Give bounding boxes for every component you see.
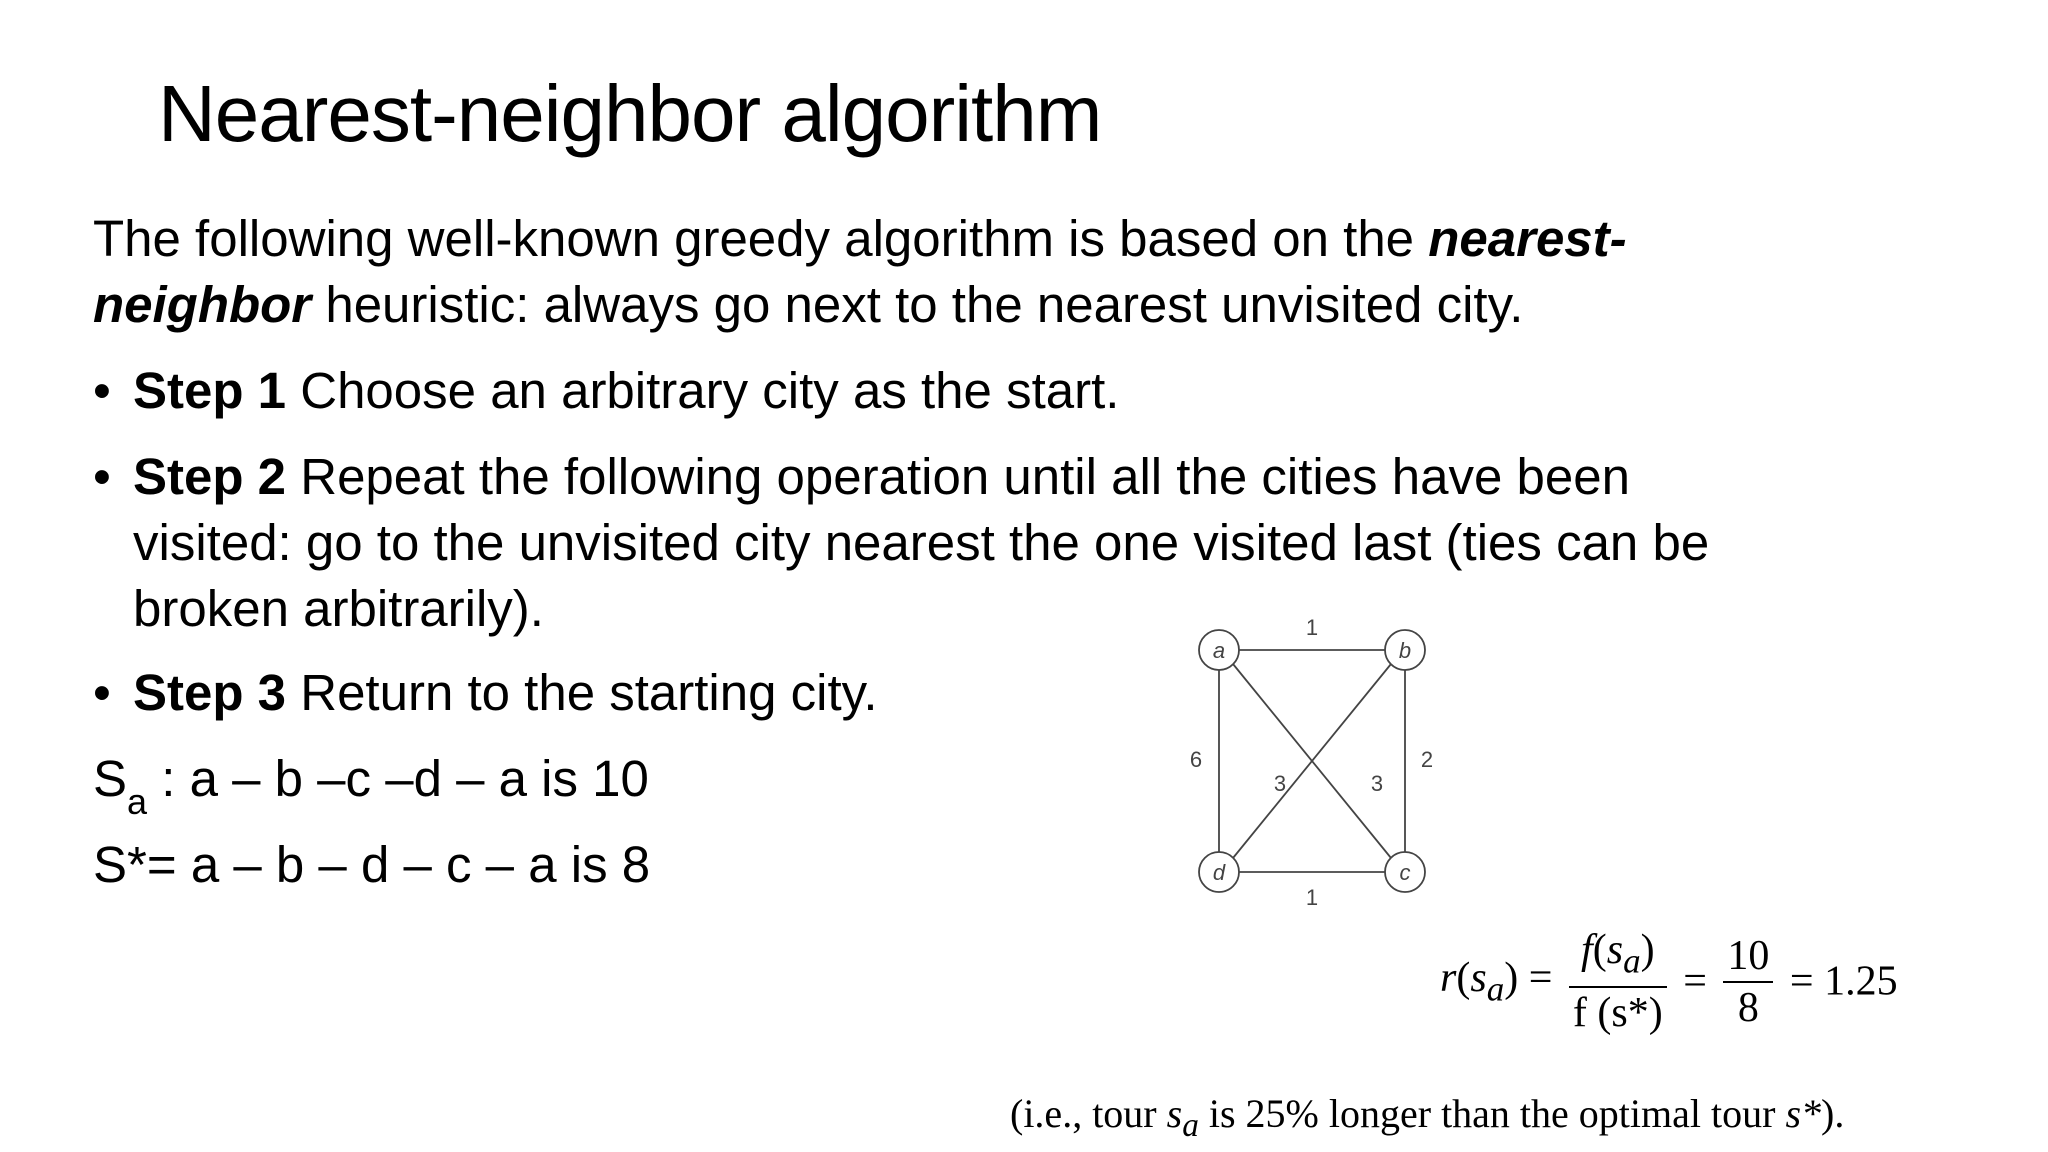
step-3-text: Return to the starting city.: [300, 664, 878, 721]
formula-lhs: $r(s_a)$ =: [1440, 955, 1553, 1009]
intro-emphasis: nearest-: [1428, 210, 1627, 267]
fraction-values-denominator: 8: [1737, 984, 1759, 1031]
ratio-formula: [1440, 925, 1898, 1038]
intro-emphasis-cont: neighbor: [93, 276, 312, 333]
step-2-label: Step 2: [133, 448, 287, 505]
step-1-text: Choose an arbitrary city as the start.: [300, 362, 1120, 419]
bullet-dot: •: [93, 362, 111, 419]
slide-title: Nearest-neighbor algorithm: [158, 69, 1102, 158]
fraction-ratio-numerator: $f(s_a)$: [1569, 925, 1667, 988]
fraction-ratio: [1569, 925, 1667, 1038]
weight-c-d: 1: [1305, 885, 1319, 910]
intro-line-1: The following well-known greedy algorithm is based on the nearest-: [93, 210, 1627, 267]
weight-a-b: 1: [1305, 615, 1319, 640]
formula-result: = 1.25: [1789, 958, 1898, 1005]
weight-a-c: 3: [1273, 771, 1287, 796]
fraction-values-numerator: 10: [1723, 931, 1773, 983]
weight-b-d: 3: [1370, 771, 1384, 796]
node-b-label: b: [1398, 638, 1412, 663]
intro-line-2: neighbor heuristic: always go next to the nearest unvisited city.: [93, 276, 1524, 333]
node-c-label: c: [1399, 860, 1411, 885]
fraction-ratio-denominator: f (s*): [1572, 990, 1663, 1037]
ratio-note: (i.e., tour $s_a$ is 25% longer than the optimal tour s*).: [1010, 1091, 1845, 1144]
tour-optimal: S*= a – b – d – c – a is 8: [93, 836, 651, 893]
node-d-label: d: [1212, 860, 1226, 885]
bullet-dot: •: [93, 664, 111, 721]
node-a-label: a: [1212, 638, 1226, 663]
step-2-text-line-3: broken arbitrarily).: [133, 580, 544, 637]
weight-a-d: 6: [1189, 747, 1203, 772]
tsp-graph: [1180, 615, 1510, 915]
bullet-dot: •: [93, 448, 111, 505]
fraction-values: [1723, 931, 1773, 1033]
step-2-text-line-1: Repeat the following operation until all the cities have been: [300, 448, 1630, 505]
weight-b-c: 2: [1420, 747, 1434, 772]
step-1-label: Step 1: [133, 362, 287, 419]
equals-sign: =: [1683, 958, 1707, 1005]
tour-sa: $S_a$ : a – b –c –d – a is 10: [93, 750, 649, 822]
step-2-text-line-2: visited: go to the unvisited city nearest the one visited last (ties can be: [133, 514, 1710, 571]
intro-paragraph: [93, 206, 1627, 338]
step-3-label: Step 3: [133, 664, 287, 721]
